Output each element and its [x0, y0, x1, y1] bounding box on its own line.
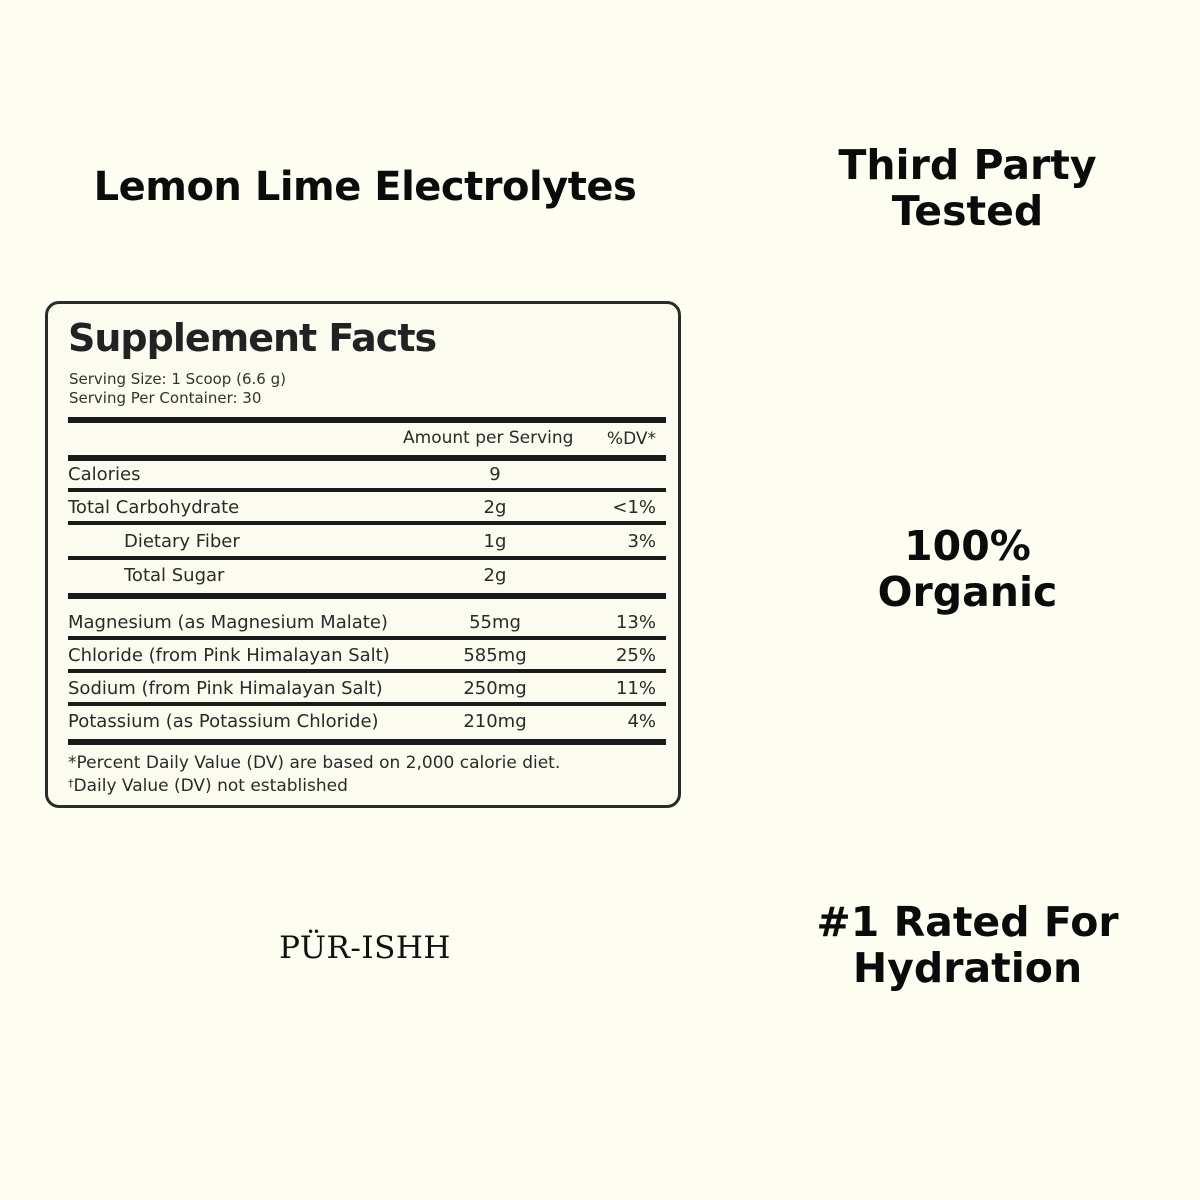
row-amount: 2g	[483, 497, 507, 518]
row-name: Total Carbohydrate	[68, 497, 240, 518]
supplement-facts-panel	[45, 301, 681, 808]
brand-name: PÜR-ISHH	[279, 930, 451, 966]
divider	[68, 636, 666, 640]
row-name: Sodium (from Pink Himalayan Salt)	[68, 678, 383, 699]
footnote-text: Daily Value (DV) not established	[73, 776, 348, 796]
row-dv: 4%	[627, 711, 656, 732]
divider	[68, 417, 666, 423]
header-dv: %DV*	[606, 429, 656, 449]
claim-line: Tested	[891, 187, 1044, 235]
claim-line: Third Party	[838, 141, 1097, 189]
row-amount: 2g	[483, 565, 507, 586]
row-dv: 11%	[615, 678, 656, 699]
row-name: Magnesium (as Magnesium Malate)	[68, 612, 388, 633]
row-dv: <1%	[612, 497, 656, 518]
claim-line: Organic	[877, 568, 1058, 616]
header-amount: Amount per Serving	[403, 428, 574, 448]
claim-rated-hydration	[790, 899, 1145, 991]
row-dv: 25%	[615, 645, 656, 666]
row-dv: 3%	[627, 531, 656, 552]
serving-size: Serving Size: 1 Scoop (6.6 g)	[69, 370, 286, 388]
divider	[68, 702, 666, 706]
row-amount: 9	[489, 464, 501, 485]
divider	[68, 669, 666, 673]
row-dv: 13%	[615, 612, 656, 633]
servings-per-container: Serving Per Container: 30	[69, 389, 262, 407]
row-name: Total Sugar	[124, 565, 225, 586]
dagger-mark: †	[68, 777, 74, 790]
facts-title: Supplement Facts	[68, 316, 437, 360]
row-name: Potassium (as Potassium Chloride)	[68, 711, 379, 732]
footnote-not-established	[68, 776, 348, 796]
claim-line: Hydration	[852, 944, 1083, 992]
claim-line: 100%	[904, 522, 1031, 570]
divider	[68, 521, 666, 525]
divider	[68, 488, 666, 492]
row-amount: 250mg	[463, 678, 527, 699]
divider	[68, 739, 666, 745]
row-amount: 1g	[483, 531, 507, 552]
divider	[68, 556, 666, 560]
claim-third-party-tested	[790, 142, 1145, 234]
claim-line: #1 Rated For	[816, 898, 1119, 946]
divider	[68, 455, 666, 461]
row-name: Dietary Fiber	[124, 531, 240, 552]
claim-organic	[790, 523, 1145, 615]
footnote-daily-value: *Percent Daily Value (DV) are based on 2,000 calorie diet.	[68, 753, 561, 773]
product-title: Lemon Lime Electrolytes	[93, 164, 637, 210]
row-amount: 210mg	[463, 711, 527, 732]
divider	[68, 593, 666, 599]
row-amount: 55mg	[469, 612, 521, 633]
row-amount: 585mg	[463, 645, 527, 666]
row-name: Chloride (from Pink Himalayan Salt)	[68, 645, 390, 666]
row-name: Calories	[68, 464, 141, 485]
